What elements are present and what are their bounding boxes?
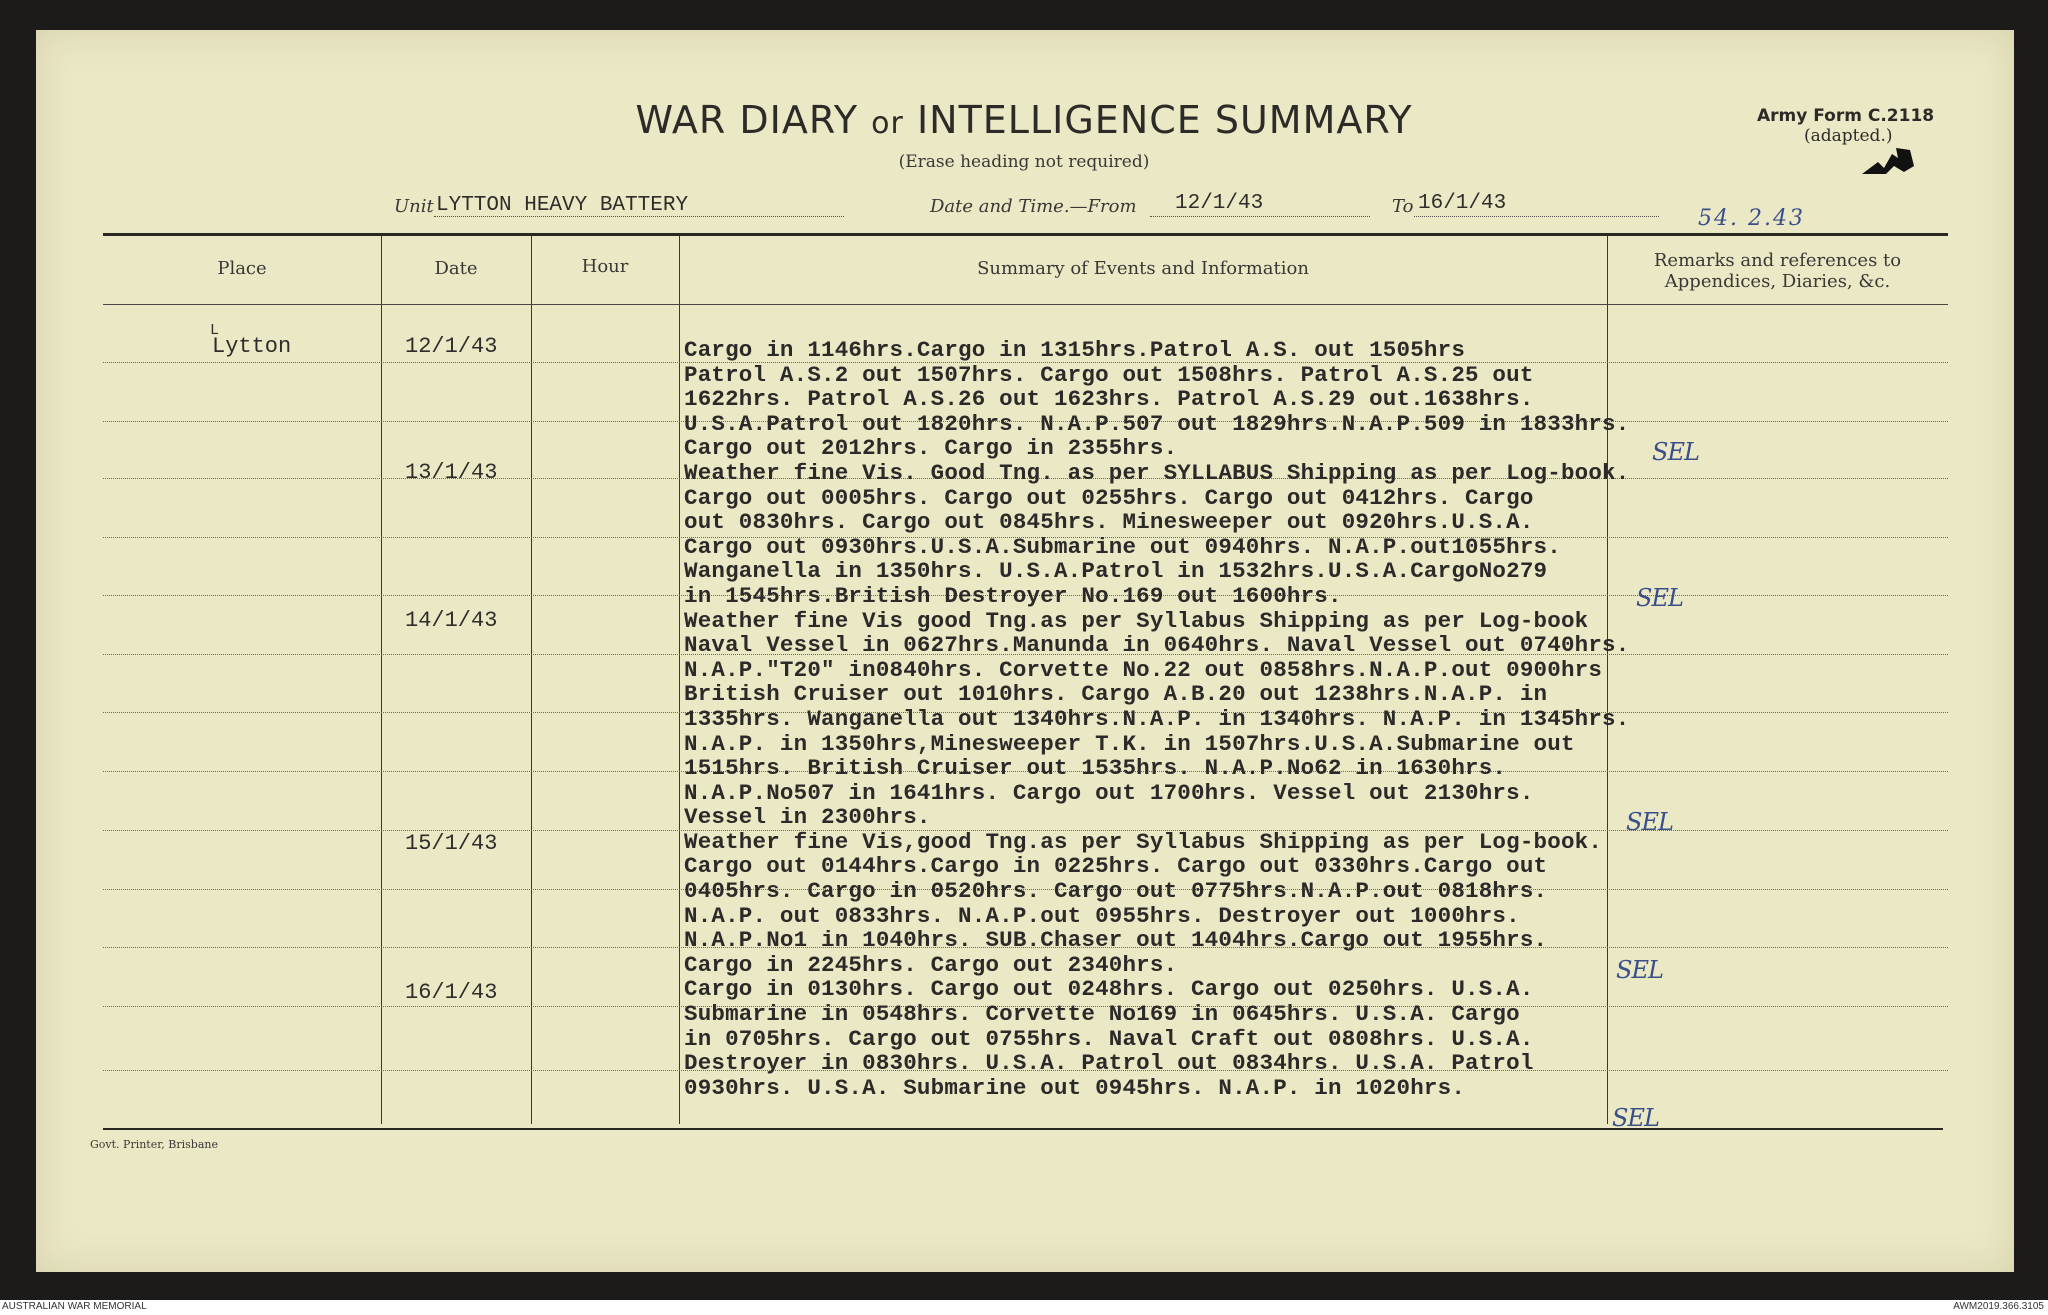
summary-line: 0930hrs. U.S.A. Submarine out 0945hrs. N.A.P. in 1020hrs. <box>684 1074 1466 1101</box>
column-header-place: Place <box>217 258 267 279</box>
summary-line: Submarine in 0548hrs. Corvette No169 in 0645hrs. U.S.A. Cargo <box>684 1001 1520 1028</box>
remarks-initials: SEL <box>1616 956 1663 984</box>
printer-credit: Govt. Printer, Brisbane <box>90 1138 218 1151</box>
summary-line: Cargo out 0144hrs.Cargo in 0225hrs. Cargo out 0330hrs.Cargo out <box>684 853 1548 880</box>
unit-dotted-line <box>434 216 844 217</box>
summary-line: Weather fine Vis,good Tng.as per Syllabus Shipping as per Log-book. <box>684 828 1603 855</box>
date-from-value: 12/1/43 <box>1175 192 1264 215</box>
summary-line: N.A.P."T20" in0840hrs. Corvette No.22 out 0858hrs.N.A.P.out 0900hrs <box>684 656 1603 683</box>
date-to-dotted-line <box>1414 216 1659 217</box>
date-from-dotted-line <box>1150 216 1370 217</box>
column-header-date: Date <box>434 258 478 279</box>
summary-line: N.A.P.No507 in 1641hrs. Cargo out 1700hrs. Vessel out 2130hrs. <box>684 779 1534 806</box>
summary-line: Destroyer in 0830hrs. U.S.A. Patrol out 0834hrs. U.S.A. Patrol <box>684 1050 1534 1077</box>
remarks-header-line2: Appendices, Diaries, &c. <box>1664 271 1891 292</box>
summary-line: 1622hrs. Patrol A.S.26 out 1623hrs. Patrol A.S.29 out.1638hrs. <box>684 386 1534 413</box>
summary-line: Cargo out 0005hrs. Cargo out 0255hrs. Cargo out 0412hrs. Cargo <box>684 484 1534 511</box>
summary-line: Cargo out 2012hrs. Cargo in 2355hrs. <box>684 435 1178 462</box>
ink-blot-mark <box>1858 144 1918 180</box>
column-divider-date <box>531 236 532 1124</box>
summary-line: Cargo in 2245hrs. Cargo out 2340hrs. <box>684 951 1178 978</box>
summary-line: Cargo in 0130hrs. Cargo out 0248hrs. Cargo out 0250hrs. U.S.A. <box>684 976 1534 1003</box>
summary-line: Weather fine Vis good Tng.as per Syllabus Shipping as per Log-book <box>684 607 1589 634</box>
date-entry: 13/1/43 <box>405 460 498 485</box>
date-from-label: Date and Time.—From <box>930 196 1137 217</box>
place-correction-mark: L <box>210 322 220 339</box>
summary-line: 1335hrs. Wanganella out 1340hrs.N.A.P. in 1340hrs. N.A.P. in 1345hrs. <box>684 705 1630 732</box>
column-divider-place <box>381 236 382 1124</box>
subtitle: (Erase heading not required) <box>898 152 1150 172</box>
summary-line: Naval Vessel in 0627hrs.Manunda in 0640hrs. Naval Vessel out 0740hrs. <box>684 632 1630 659</box>
summary-line: Cargo out 0930hrs.U.S.A.Submarine out 0940hrs. N.A.P.out1055hrs. <box>684 533 1561 560</box>
archive-footer <box>0 1300 2048 1315</box>
page-title <box>0 98 2048 142</box>
title-or: or <box>871 106 904 141</box>
summary-line: Cargo in 1146hrs.Cargo in 1315hrs.Patrol A.S. out 1505hrs <box>684 337 1466 363</box>
remarks-initials: SEL <box>1612 1104 1659 1132</box>
date-entry: 16/1/43 <box>405 980 498 1005</box>
footer-accession-number: AWM2019.366.3105 <box>1953 1301 2044 1312</box>
army-form-label: Army Form C.2118 <box>1757 106 1935 126</box>
date-entry: 14/1/43 <box>405 608 498 633</box>
date-to-label: To <box>1392 196 1414 217</box>
summary-line: out 0830hrs. Cargo out 0845hrs. Minesweeper out 0920hrs.U.S.A. <box>684 509 1534 536</box>
summary-line: 0405hrs. Cargo in 0520hrs. Cargo out 0775hrs.N.A.P.out 0818hrs. <box>684 878 1548 905</box>
summary-line: N.A.P.No1 in 1040hrs. SUB.Chaser out 1404hrs.Cargo out 1955hrs. <box>684 927 1548 954</box>
summary-line: N.A.P. out 0833hrs. N.A.P.out 0955hrs. Destroyer out 1000hrs. <box>684 902 1520 929</box>
summary-line: N.A.P. in 1350hrs,Minesweeper T.K. in 1507hrs.U.S.A.Submarine out <box>684 730 1575 757</box>
date-entry: 15/1/43 <box>405 831 498 856</box>
column-header-hour: Hour <box>581 256 629 277</box>
date-to-value: 16/1/43 <box>1418 192 1507 215</box>
remarks-initials: SEL <box>1652 438 1699 466</box>
column-header-remarks <box>1607 250 1948 292</box>
remarks-initials: SEL <box>1626 808 1673 836</box>
summary-line: in 0705hrs. Cargo out 0755hrs. Naval Craft out 0808hrs. U.S.A. <box>684 1025 1534 1052</box>
summary-entries <box>684 338 1629 1100</box>
summary-line: Patrol A.S.2 out 1507hrs. Cargo out 1508hrs. Patrol A.S.25 out <box>684 361 1534 388</box>
summary-line: in 1545hrs.British Destroyer No.169 out 1600hrs. <box>684 582 1342 609</box>
summary-line: Wanganella in 1350hrs. U.S.A.Patrol in 1532hrs.U.S.A.CargoNo279 <box>684 558 1548 585</box>
date-entry: 12/1/43 <box>405 334 498 359</box>
remarks-initials: SEL <box>1636 584 1683 612</box>
title-main: WAR DIARY <box>635 98 859 142</box>
column-divider-hour <box>679 236 680 1124</box>
table-bottom-rule <box>103 1128 1943 1130</box>
summary-line: Vessel in 2300hrs. <box>684 804 931 831</box>
summary-line: Weather fine Vis. Good Tng. as per SYLLABUS Shipping as per Log-book. <box>684 459 1630 486</box>
summary-line: 1515hrs. British Cruiser out 1535hrs. N.A.P.No62 in 1630hrs. <box>684 755 1507 782</box>
title-tail: INTELLIGENCE SUMMARY <box>916 98 1413 142</box>
column-header-summary: Summary of Events and Information <box>977 258 1309 279</box>
handwritten-reference: 54. 2.43 <box>1698 206 1805 231</box>
adapted-label: (adapted.) <box>1804 126 1893 146</box>
header-separator <box>103 304 1948 305</box>
footer-institution: AUSTRALIAN WAR MEMORIAL <box>2 1301 147 1312</box>
place-name: Lytton <box>212 334 292 359</box>
unit-label: Unit <box>394 196 434 217</box>
table-top-rule <box>103 233 1948 236</box>
unit-value: LYTTON HEAVY BATTERY <box>436 194 689 217</box>
remarks-header-line1: Remarks and references to <box>1653 250 1902 271</box>
summary-line: British Cruiser out 1010hrs. Cargo A.B.20 out 1238hrs.N.A.P. in <box>684 681 1548 708</box>
summary-line: U.S.A.Patrol out 1820hrs. N.A.P.507 out 1829hrs.N.A.P.509 in 1833hrs. <box>684 410 1630 437</box>
